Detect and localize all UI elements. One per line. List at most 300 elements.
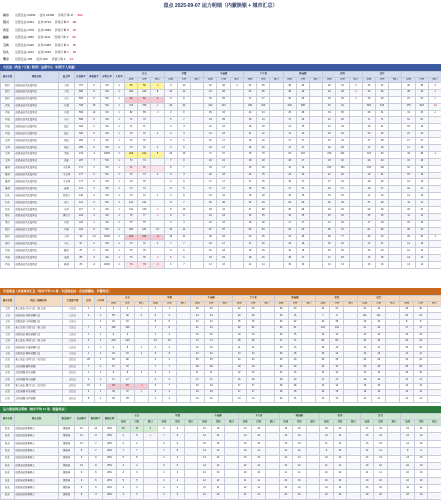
value-cell: 3 bbox=[134, 313, 148, 319]
table-row[interactable] bbox=[1, 124, 441, 131]
group-header[interactable]: 早餐 bbox=[148, 296, 190, 302]
value-cell: 141 bbox=[138, 200, 151, 207]
value-cell: 23 bbox=[164, 151, 177, 158]
value-cell: 15 bbox=[336, 241, 349, 248]
cell: 290 bbox=[75, 138, 88, 145]
table-row[interactable] bbox=[1, 207, 441, 214]
value-cell bbox=[349, 186, 362, 193]
value-cell: 21 bbox=[376, 172, 389, 179]
value-cell: 4 bbox=[117, 462, 131, 469]
summary-metric: 异常订单 5 bbox=[54, 27, 69, 32]
value-cell bbox=[428, 213, 441, 220]
value-cell: 213 bbox=[217, 103, 230, 110]
cell: 青山 bbox=[59, 200, 75, 207]
cell: 1 bbox=[114, 89, 125, 96]
column-header[interactable]: 在岗骑手 bbox=[75, 72, 88, 83]
value-cell: 11 bbox=[372, 345, 386, 351]
value-cell: 13 bbox=[358, 370, 372, 376]
cell: 宝鸡 bbox=[1, 158, 15, 165]
value-cell bbox=[225, 455, 239, 462]
column-header[interactable]: 城市名称 bbox=[1, 72, 15, 83]
table-row[interactable] bbox=[1, 485, 441, 492]
value-cell: 13 bbox=[232, 332, 246, 338]
group-header[interactable]: 晚高峰 bbox=[283, 72, 323, 78]
value-cell bbox=[270, 117, 283, 124]
table-row[interactable] bbox=[1, 440, 441, 447]
table-row[interactable] bbox=[1, 186, 441, 193]
value-cell bbox=[191, 165, 204, 172]
value-cell: 4 bbox=[148, 358, 162, 364]
cell: 20% bbox=[103, 470, 117, 477]
value-cell: 18 bbox=[279, 426, 293, 433]
table-row[interactable] bbox=[1, 262, 441, 269]
table-row[interactable] bbox=[1, 492, 441, 499]
cell: 高新 bbox=[59, 158, 75, 165]
group-header[interactable]: 全天 bbox=[107, 296, 149, 302]
group-header[interactable]: 午高峰 bbox=[204, 72, 244, 78]
value-cell: 16 bbox=[232, 377, 246, 383]
value-cell: 724 bbox=[125, 103, 138, 110]
value-cell bbox=[347, 485, 361, 492]
value-cell: 46 bbox=[217, 83, 230, 90]
summary-warning: 39 bbox=[72, 35, 76, 40]
value-cell: -2 bbox=[151, 83, 164, 90]
table-row[interactable] bbox=[1, 426, 441, 433]
group-header[interactable]: 早餐 bbox=[157, 414, 198, 420]
value-cell: 6 bbox=[157, 440, 171, 447]
value-cell bbox=[230, 248, 243, 255]
column-header[interactable]: 异常订单 bbox=[101, 72, 114, 83]
value-cell: 22 bbox=[323, 145, 336, 152]
cell: 1 bbox=[95, 307, 107, 313]
cell: 陕北 bbox=[1, 455, 15, 462]
cell: 3 bbox=[88, 213, 101, 220]
group-header[interactable]: 全天 bbox=[117, 414, 158, 420]
cell: 707 bbox=[75, 83, 88, 90]
value-cell: 10 bbox=[293, 477, 307, 484]
value-cell: 15 bbox=[296, 124, 309, 131]
value-cell: 10 bbox=[320, 470, 334, 477]
table-row[interactable] bbox=[1, 248, 441, 255]
value-cell: 52 bbox=[246, 326, 260, 332]
value-cell: 15 bbox=[323, 241, 336, 248]
column-header[interactable]: 网格名称 bbox=[15, 72, 59, 83]
value-cell: 20 bbox=[376, 179, 389, 186]
value-cell: 104 bbox=[362, 165, 375, 172]
cell: 1 bbox=[83, 345, 95, 351]
value-cell bbox=[349, 234, 362, 241]
summary-metric: 在岗 4111 bbox=[37, 35, 51, 40]
cell: 1 bbox=[95, 377, 107, 383]
cell: 1 bbox=[114, 241, 125, 248]
column-header[interactable]: 人均单 bbox=[114, 72, 125, 83]
value-cell: 13 bbox=[211, 448, 225, 455]
column-header[interactable]: 饱和骑手 bbox=[88, 72, 101, 83]
column-header[interactable]: 人均单 bbox=[95, 296, 107, 307]
value-cell: 8 bbox=[120, 345, 134, 351]
table-row[interactable] bbox=[1, 158, 441, 165]
value-cell: 18 bbox=[283, 255, 296, 262]
value-cell: 28 bbox=[257, 207, 270, 214]
cell: 兴庆 bbox=[59, 241, 75, 248]
table-row[interactable] bbox=[1, 234, 441, 241]
table-row[interactable] bbox=[1, 103, 441, 110]
table-row[interactable] bbox=[1, 241, 441, 248]
table-row[interactable] bbox=[1, 255, 441, 262]
group-header[interactable]: 总计 bbox=[362, 72, 402, 78]
sub-header: 达成 bbox=[238, 420, 252, 426]
table-row[interactable] bbox=[1, 151, 441, 158]
value-cell: 74 bbox=[190, 338, 204, 344]
sub-header: 缺口 bbox=[225, 420, 239, 426]
value-cell: 12 bbox=[198, 462, 212, 469]
cell: 专送点 bbox=[63, 332, 83, 338]
value-cell: 12 bbox=[414, 433, 428, 440]
value-cell: 13 bbox=[288, 345, 302, 351]
cell: 1 bbox=[83, 370, 95, 376]
table-row[interactable] bbox=[1, 220, 441, 227]
value-cell: 19 bbox=[246, 364, 260, 370]
table-row[interactable] bbox=[1, 477, 441, 484]
value-cell: 12 bbox=[316, 332, 330, 338]
value-cell: 12 bbox=[415, 193, 428, 200]
column-header[interactable]: 网点 / 商圈名称 bbox=[15, 296, 63, 307]
value-cell: 23 bbox=[400, 313, 414, 319]
value-cell bbox=[225, 426, 239, 433]
cell: 1 bbox=[114, 110, 125, 117]
column-header[interactable]: 在岗骑手 bbox=[75, 414, 89, 426]
group-header[interactable]: 下午茶 bbox=[232, 296, 274, 302]
value-cell bbox=[191, 227, 204, 234]
value-cell: 17 bbox=[400, 326, 414, 332]
value-cell: 73 bbox=[125, 145, 138, 152]
value-cell bbox=[309, 145, 322, 152]
value-cell: 29 bbox=[274, 364, 288, 370]
summary-row bbox=[3, 56, 273, 63]
table-row[interactable] bbox=[1, 193, 441, 200]
cell: 5% bbox=[101, 158, 114, 165]
value-cell: 11 bbox=[358, 396, 372, 402]
cell: 2% bbox=[101, 138, 114, 145]
value-cell bbox=[349, 262, 362, 269]
value-cell: 11 bbox=[414, 351, 428, 357]
group-header[interactable]: 总计 bbox=[360, 414, 401, 420]
value-cell: 12 bbox=[402, 193, 415, 200]
value-cell: 21 bbox=[177, 234, 190, 241]
value-cell: 15 bbox=[323, 213, 336, 220]
value-cell: 97 bbox=[336, 227, 349, 234]
table-row[interactable] bbox=[1, 83, 441, 90]
value-cell: 10 bbox=[360, 477, 374, 484]
value-cell: 41 bbox=[190, 326, 204, 332]
cell: -13 bbox=[88, 234, 101, 241]
value-cell: 10 bbox=[414, 470, 428, 477]
cell: 新人成长-西夏门店（新专送） bbox=[15, 338, 63, 344]
group-header[interactable]: 下午茶 bbox=[238, 414, 279, 420]
cell: 140 bbox=[75, 193, 88, 200]
table-row[interactable] bbox=[1, 200, 441, 207]
value-cell: 6 bbox=[177, 193, 190, 200]
value-cell: 82 bbox=[316, 338, 330, 344]
value-cell bbox=[230, 103, 243, 110]
value-cell: 18 bbox=[257, 158, 270, 165]
value-cell: 31 bbox=[336, 83, 349, 90]
cell: 4% bbox=[101, 207, 114, 214]
value-cell: 10 bbox=[279, 492, 293, 499]
value-cell: 2 bbox=[151, 96, 164, 103]
value-cell bbox=[387, 440, 401, 447]
value-cell: 31 bbox=[376, 110, 389, 117]
column-header[interactable]: 饱和骑手 bbox=[89, 414, 103, 426]
table-row[interactable] bbox=[1, 110, 441, 117]
value-cell: 45 bbox=[257, 234, 270, 241]
value-cell bbox=[230, 89, 243, 96]
value-cell bbox=[309, 165, 322, 172]
value-cell: 27 bbox=[362, 138, 375, 145]
table-row[interactable] bbox=[1, 448, 441, 455]
value-cell bbox=[309, 110, 322, 117]
table-row[interactable] bbox=[1, 165, 441, 172]
cell: 32% bbox=[103, 440, 117, 447]
value-cell bbox=[270, 255, 283, 262]
value-cell: 19 bbox=[415, 145, 428, 152]
table-row[interactable] bbox=[1, 131, 441, 138]
value-cell: 18 bbox=[217, 248, 230, 255]
table-row[interactable] bbox=[1, 227, 441, 234]
table-row[interactable] bbox=[1, 433, 441, 440]
value-cell: -4 bbox=[230, 83, 243, 90]
value-cell: 24 bbox=[190, 313, 204, 319]
cell: -5 bbox=[89, 470, 103, 477]
value-cell: 41 bbox=[376, 83, 389, 90]
value-cell: 51 bbox=[415, 117, 428, 124]
column-header[interactable]: 在岗 bbox=[83, 296, 95, 307]
cell: 城北 bbox=[59, 138, 75, 145]
table-row[interactable] bbox=[1, 117, 441, 124]
value-cell bbox=[144, 470, 158, 477]
value-cell: 4 bbox=[130, 485, 144, 492]
value-cell: 17 bbox=[296, 220, 309, 227]
value-cell bbox=[184, 477, 198, 484]
value-cell: 11 bbox=[415, 213, 428, 220]
cell: 121 bbox=[75, 200, 88, 207]
value-cell: 3 bbox=[130, 492, 144, 499]
cell: 陕北 bbox=[1, 470, 15, 477]
table-row[interactable] bbox=[1, 138, 441, 145]
sub-header: 达成 bbox=[320, 420, 334, 426]
value-cell: 16 bbox=[257, 255, 270, 262]
cell: 兴庆 bbox=[59, 96, 75, 103]
value-cell: 20 bbox=[204, 158, 217, 165]
value-cell: 21 bbox=[333, 426, 347, 433]
table-row[interactable] bbox=[1, 145, 441, 152]
table-row[interactable] bbox=[1, 470, 441, 477]
value-cell bbox=[230, 131, 243, 138]
value-cell: 22 bbox=[376, 207, 389, 214]
group-header[interactable]: 夜宵 bbox=[316, 296, 358, 302]
column-header[interactable]: 网点名称 bbox=[15, 414, 59, 426]
sub-header: 缺口 bbox=[265, 420, 279, 426]
value-cell bbox=[225, 433, 239, 440]
cell: 成都南站储备网点 bbox=[15, 462, 59, 469]
value-cell: 22 bbox=[323, 83, 336, 90]
cell: 1 bbox=[114, 179, 125, 186]
cell: 专送 bbox=[1, 351, 15, 357]
value-cell: 55 bbox=[107, 313, 121, 319]
column-header[interactable]: 配送骑手 bbox=[59, 414, 75, 426]
cell: 3% bbox=[101, 145, 114, 152]
value-cell: -3 bbox=[151, 262, 164, 269]
table-row[interactable] bbox=[1, 96, 441, 103]
table-row[interactable] bbox=[1, 213, 441, 220]
value-cell: 17 bbox=[217, 241, 230, 248]
value-cell: 18 bbox=[243, 193, 256, 200]
value-cell: 11 bbox=[402, 213, 415, 220]
value-cell: 15 bbox=[336, 220, 349, 227]
value-cell bbox=[389, 124, 402, 131]
value-cell: 5 bbox=[130, 477, 144, 484]
sub-header: 缺口 bbox=[387, 420, 401, 426]
sub-header: 目标 bbox=[211, 420, 225, 426]
value-cell: 3 bbox=[171, 492, 185, 499]
value-cell: 46 bbox=[415, 151, 428, 158]
group-header[interactable]: 下午茶 bbox=[243, 72, 283, 78]
value-cell: 40 bbox=[274, 326, 288, 332]
value-cell: 16 bbox=[204, 213, 217, 220]
table-row[interactable] bbox=[1, 179, 441, 186]
value-cell: 52 bbox=[120, 313, 134, 319]
value-cell: 7 bbox=[148, 326, 162, 332]
value-cell: 6 bbox=[164, 96, 177, 103]
cell: 20% bbox=[103, 485, 117, 492]
value-cell bbox=[225, 485, 239, 492]
value-cell: 59 bbox=[243, 227, 256, 234]
value-cell bbox=[428, 138, 441, 145]
cell: 包头 bbox=[1, 200, 15, 207]
value-cell: 32 bbox=[323, 200, 336, 207]
group-header[interactable]: 午高峰 bbox=[198, 414, 239, 420]
value-cell bbox=[389, 193, 402, 200]
value-cell: 78 bbox=[138, 255, 151, 262]
cell: 10 bbox=[75, 426, 89, 433]
sub-header: 目标 bbox=[415, 77, 428, 83]
group-header[interactable]: 午高峰 bbox=[190, 296, 232, 302]
value-cell: 13 bbox=[257, 117, 270, 124]
value-cell: 19 bbox=[257, 124, 270, 131]
value-cell bbox=[389, 207, 402, 214]
value-cell bbox=[306, 433, 320, 440]
cell: 陕北 bbox=[1, 440, 15, 447]
value-cell: 15 bbox=[376, 213, 389, 220]
value-cell: -18 bbox=[151, 234, 164, 241]
value-cell: 17 bbox=[243, 96, 256, 103]
value-cell: 18 bbox=[362, 179, 375, 186]
table-row[interactable] bbox=[1, 396, 441, 402]
value-cell: -4 bbox=[428, 234, 441, 241]
value-cell: -2 bbox=[151, 207, 164, 214]
value-cell bbox=[230, 165, 243, 172]
column-header[interactable]: 站点ID bbox=[59, 72, 75, 83]
cell: 陕北 bbox=[1, 477, 15, 484]
value-cell bbox=[230, 220, 243, 227]
value-cell: 58 bbox=[138, 83, 151, 90]
column-header[interactable]: 专送骑手数 bbox=[63, 296, 83, 307]
group-header[interactable]: 晚高峰 bbox=[279, 414, 320, 420]
value-cell: 4 bbox=[148, 377, 162, 383]
group-header[interactable]: 夜宵 bbox=[320, 414, 361, 420]
value-cell: 17 bbox=[204, 179, 217, 186]
cell: 1 bbox=[114, 117, 125, 124]
cell: 成都南站东站直营站 bbox=[15, 124, 59, 131]
value-cell: 231 bbox=[138, 227, 151, 234]
value-cell: 21 bbox=[204, 131, 217, 138]
value-cell: 20 bbox=[190, 307, 204, 313]
value-cell: 13 bbox=[360, 440, 374, 447]
cell: 12 bbox=[88, 110, 101, 117]
table-row[interactable] bbox=[1, 455, 441, 462]
column-header[interactable]: 城市名称 bbox=[1, 414, 15, 426]
cell: 专送 bbox=[1, 326, 15, 332]
cell: -14 bbox=[89, 426, 103, 433]
group-header[interactable]: 总计 bbox=[358, 296, 400, 302]
group-header[interactable]: 晚高峰 bbox=[274, 296, 316, 302]
cell: 4% bbox=[101, 220, 114, 227]
value-cell: 32 bbox=[323, 103, 336, 110]
cell: 1 bbox=[114, 138, 125, 145]
value-cell: 7 bbox=[162, 383, 176, 389]
value-cell bbox=[389, 151, 402, 158]
group-header[interactable]: 早餐 bbox=[164, 72, 204, 78]
value-cell: 16 bbox=[274, 313, 288, 319]
cell: 西安 bbox=[1, 262, 15, 269]
group-header[interactable]: 全天 bbox=[125, 72, 165, 78]
value-cell: 7 bbox=[148, 364, 162, 370]
table-row[interactable] bbox=[1, 172, 441, 179]
cell: 成都南站-金凤商圈门店 bbox=[15, 319, 63, 325]
value-cell: 5 bbox=[148, 383, 162, 389]
value-cell: 21 bbox=[316, 307, 330, 313]
sub-header: 目标 bbox=[177, 77, 190, 83]
table-row[interactable] bbox=[1, 89, 441, 96]
value-cell bbox=[309, 186, 322, 193]
value-cell: -1 bbox=[151, 103, 164, 110]
column-header[interactable]: 城市名称 bbox=[1, 296, 15, 307]
value-cell: 11 bbox=[320, 440, 334, 447]
cell: 东部 bbox=[59, 110, 75, 117]
value-cell bbox=[428, 241, 441, 248]
value-cell: 15 bbox=[372, 383, 386, 389]
cell: 97 bbox=[75, 241, 88, 248]
value-cell: 18 bbox=[376, 220, 389, 227]
value-cell: 5 bbox=[162, 351, 176, 357]
cell: 众包商圈-榆林商圈 bbox=[15, 364, 63, 370]
value-cell bbox=[191, 207, 204, 214]
value-cell: 16 bbox=[336, 172, 349, 179]
value-cell bbox=[309, 131, 322, 138]
value-cell: 244 bbox=[125, 227, 138, 234]
group-header[interactable]: 夜宵 bbox=[323, 72, 363, 78]
value-cell: 7 bbox=[157, 448, 171, 455]
cell: -9 bbox=[89, 433, 103, 440]
column-header[interactable]: 储备比例 bbox=[103, 414, 117, 426]
value-cell: 15 bbox=[204, 255, 217, 262]
table-row[interactable] bbox=[1, 462, 441, 469]
value-cell bbox=[270, 227, 283, 234]
value-cell: 33 bbox=[415, 110, 428, 117]
value-cell bbox=[428, 262, 441, 269]
value-cell bbox=[349, 151, 362, 158]
sub-header: 达成 bbox=[360, 420, 374, 426]
